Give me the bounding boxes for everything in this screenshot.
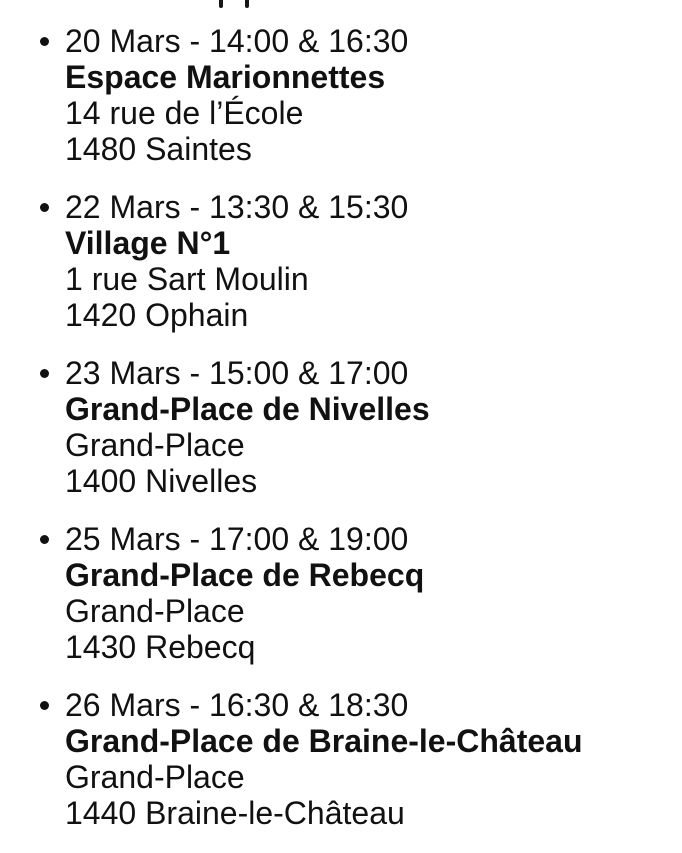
event-address: 14 rue de l’École <box>65 95 304 131</box>
event-venue: Espace Marionnettes <box>65 59 386 95</box>
event-venue: Grand-Place de Nivelles <box>65 391 430 427</box>
event-list-item <box>0 355 682 499</box>
event-address: Grand-Place <box>65 593 245 629</box>
event-venue: Grand-Place de Rebecq <box>65 557 425 593</box>
event-date-time: 23 Mars - 15:00 & 17:00 <box>65 355 409 391</box>
event-list-item <box>0 521 682 665</box>
event-address: 1 rue Sart Moulin <box>65 261 309 297</box>
event-list-item <box>0 23 682 167</box>
event-venue: Grand-Place de Braine-le-Château <box>65 723 583 759</box>
event-list <box>0 23 682 853</box>
cutoff-descender-stroke <box>245 0 249 8</box>
event-date-time: 22 Mars - 13:30 & 15:30 <box>65 189 409 225</box>
cutoff-descender-stroke <box>219 0 223 8</box>
bullet-point <box>40 535 49 544</box>
bullet-point <box>40 701 49 710</box>
event-date-time: 25 Mars - 17:00 & 19:00 <box>65 521 409 557</box>
bullet-point <box>40 369 49 378</box>
event-venue: Village N°1 <box>65 225 231 261</box>
event-list-item <box>0 189 682 333</box>
event-city: 1430 Rebecq <box>65 629 256 665</box>
event-city: 1420 Ophain <box>65 297 249 333</box>
event-city: 1400 Nivelles <box>65 463 258 499</box>
event-list-item <box>0 687 682 831</box>
bullet-point <box>40 203 49 212</box>
event-address: Grand-Place <box>65 427 245 463</box>
event-city: 1480 Saintes <box>65 131 252 167</box>
event-city: 1440 Braine-le-Château <box>65 795 405 831</box>
event-address: Grand-Place <box>65 759 245 795</box>
bullet-point <box>40 37 49 46</box>
event-date-time: 20 Mars - 14:00 & 16:30 <box>65 23 409 59</box>
event-date-time: 26 Mars - 16:30 & 18:30 <box>65 687 409 723</box>
